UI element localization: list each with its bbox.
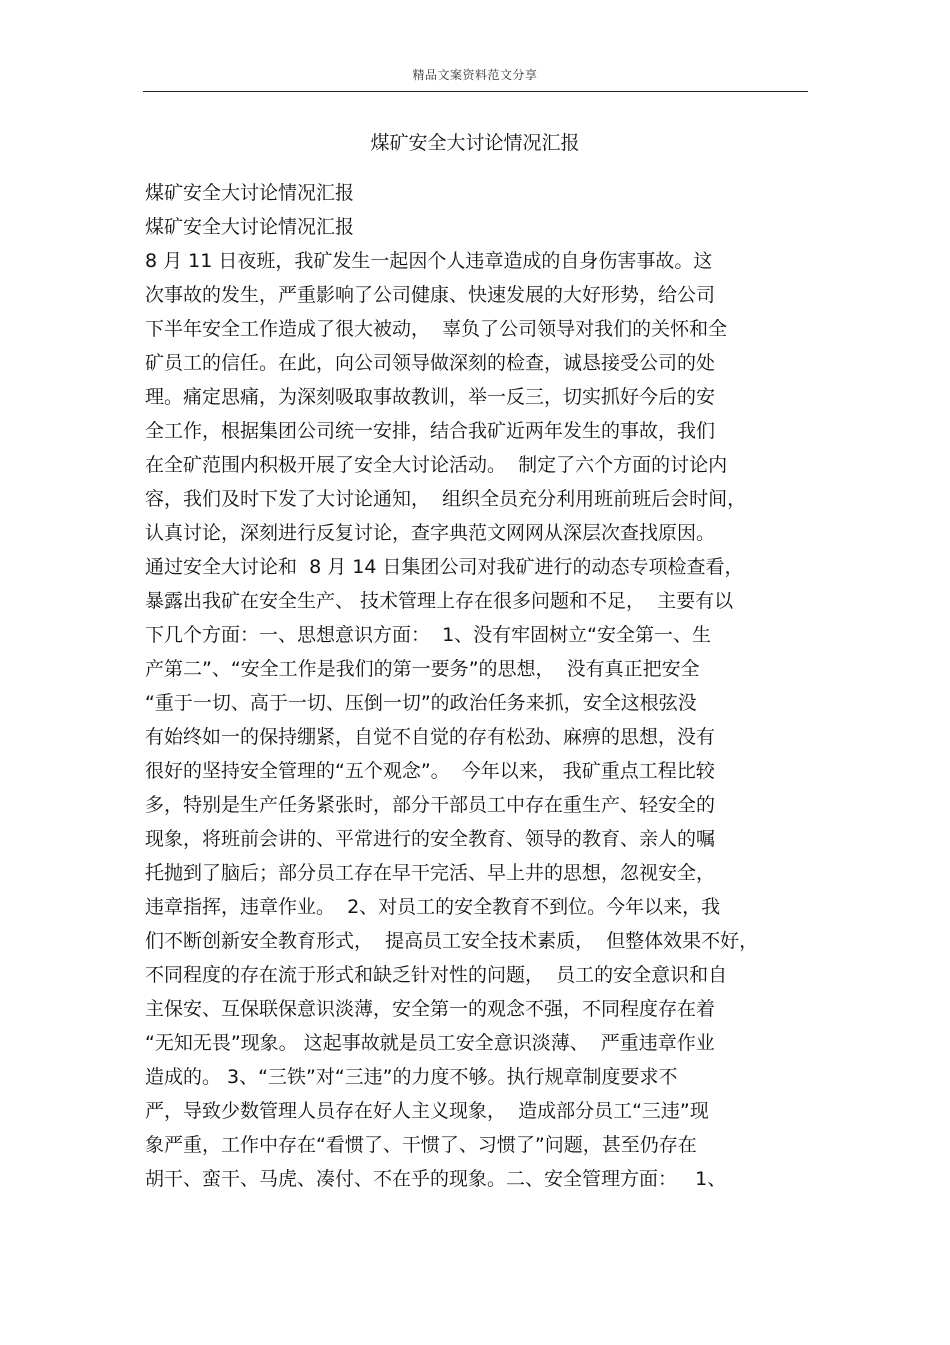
body-line: 产第二”、“安全工作是我们的第一要务”的思想， 没有真正把安全: [145, 658, 700, 680]
body-line: 现象，将班前会讲的、平常进行的安全教育、领导的教育、亲人的嘱: [145, 828, 716, 850]
body-line: 不同程度的存在流于形式和缺乏针对性的问题， 员工的安全意识和自: [145, 964, 728, 986]
body-line: 容，我们及时下发了大讨论通知， 组织全员充分利用班前班后会时间，: [145, 488, 747, 510]
body-line: 8 月 11 日夜班，我矿发生一起因个人违章造成的自身伤害事故。这: [145, 250, 713, 272]
body-line: 违章指挥，违章作业。 2、对员工的安全教育不到位。今年以来，我: [145, 896, 721, 918]
body-line: 胡干、蛮干、马虎、凑付、不在乎的现象。二、安全管理方面： 1、: [145, 1168, 727, 1190]
body-line: 托抛到了脑后；部分员工存在早干完活、早上井的思想，忽视安全，: [145, 862, 716, 884]
body-line: 造成的。 3、“三铁”对“三违”的力度不够。执行规章制度要求不: [145, 1066, 678, 1088]
body-line: 下半年安全工作造成了很大被动， 辜负了公司领导对我们的关怀和全: [145, 318, 728, 340]
body-line: 严，导致少数管理人员存在好人主义现象， 造成部分员工“三违”现: [145, 1100, 709, 1122]
body-line: “无知无畏”现象。 这起事故就是员工安全意识淡薄、 严重违章作业: [145, 1032, 715, 1054]
body-line: 次事故的发生，严重影响了公司健康、快速发展的大好形势，给公司: [145, 284, 716, 306]
body-line: 暴露出我矿在安全生产、 技术管理上存在很多问题和不足， 主要有以: [145, 590, 734, 612]
body-line: 理。痛定思痛，为深刻吸取事故教训，举一反三，切实抓好今后的安: [145, 386, 716, 408]
page-header: 精品文案资料范文分享: [412, 68, 538, 82]
body-line: 有始终如一的保持绷紧，自觉不自觉的存有松劲、麻痹的思想，没有: [145, 726, 716, 748]
body-line: 象严重，工作中存在“看惯了、干惯了、习惯了”问题，甚至仍存在: [145, 1134, 697, 1156]
body-line: 们不断创新安全教育形式， 提高员工安全技术素质， 但整体效果不好，: [145, 930, 759, 952]
body-line: 主保安、互保联保意识淡薄，安全第一的观念不强，不同程度存在着: [145, 998, 716, 1020]
body-line: 煤矿安全大讨论情况汇报: [145, 216, 355, 238]
body-line: 煤矿安全大讨论情况汇报: [145, 182, 355, 204]
body-line: 认真讨论，深刻进行反复讨论，查字典范文网网从深层次查找原因。: [145, 522, 716, 544]
body-line: 多，特别是生产任务紧张时，部分干部员工中存在重生产、轻安全的: [145, 794, 716, 816]
body-line: 下几个方面：一、思想意识方面： 1、没有牢固树立“安全第一、生: [145, 624, 712, 646]
document-title: 煤矿安全大讨论情况汇报: [370, 132, 580, 154]
body-line: “重于一切、高于一切、压倒一切”的政治任务来抓，安全这根弦没: [145, 692, 697, 714]
body-line: 在全矿范围内积极开展了安全大讨论活动。 制定了六个方面的讨论内: [145, 454, 728, 476]
body-line: 通过安全大讨论和 8 月 14 日集团公司对我矿进行的动态专项检查看，: [145, 556, 744, 578]
document-body: [145, 176, 810, 1196]
body-line: 全工作，根据集团公司统一安排，结合我矿近两年发生的事故，我们: [145, 420, 716, 442]
body-line: 很好的坚持安全管理的“五个观念”。 今年以来， 我矿重点工程比较: [145, 760, 715, 782]
body-line: 矿员工的信任。在此，向公司领导做深刻的检查，诚恳接受公司的处: [145, 352, 716, 374]
header-rule: [143, 91, 808, 92]
